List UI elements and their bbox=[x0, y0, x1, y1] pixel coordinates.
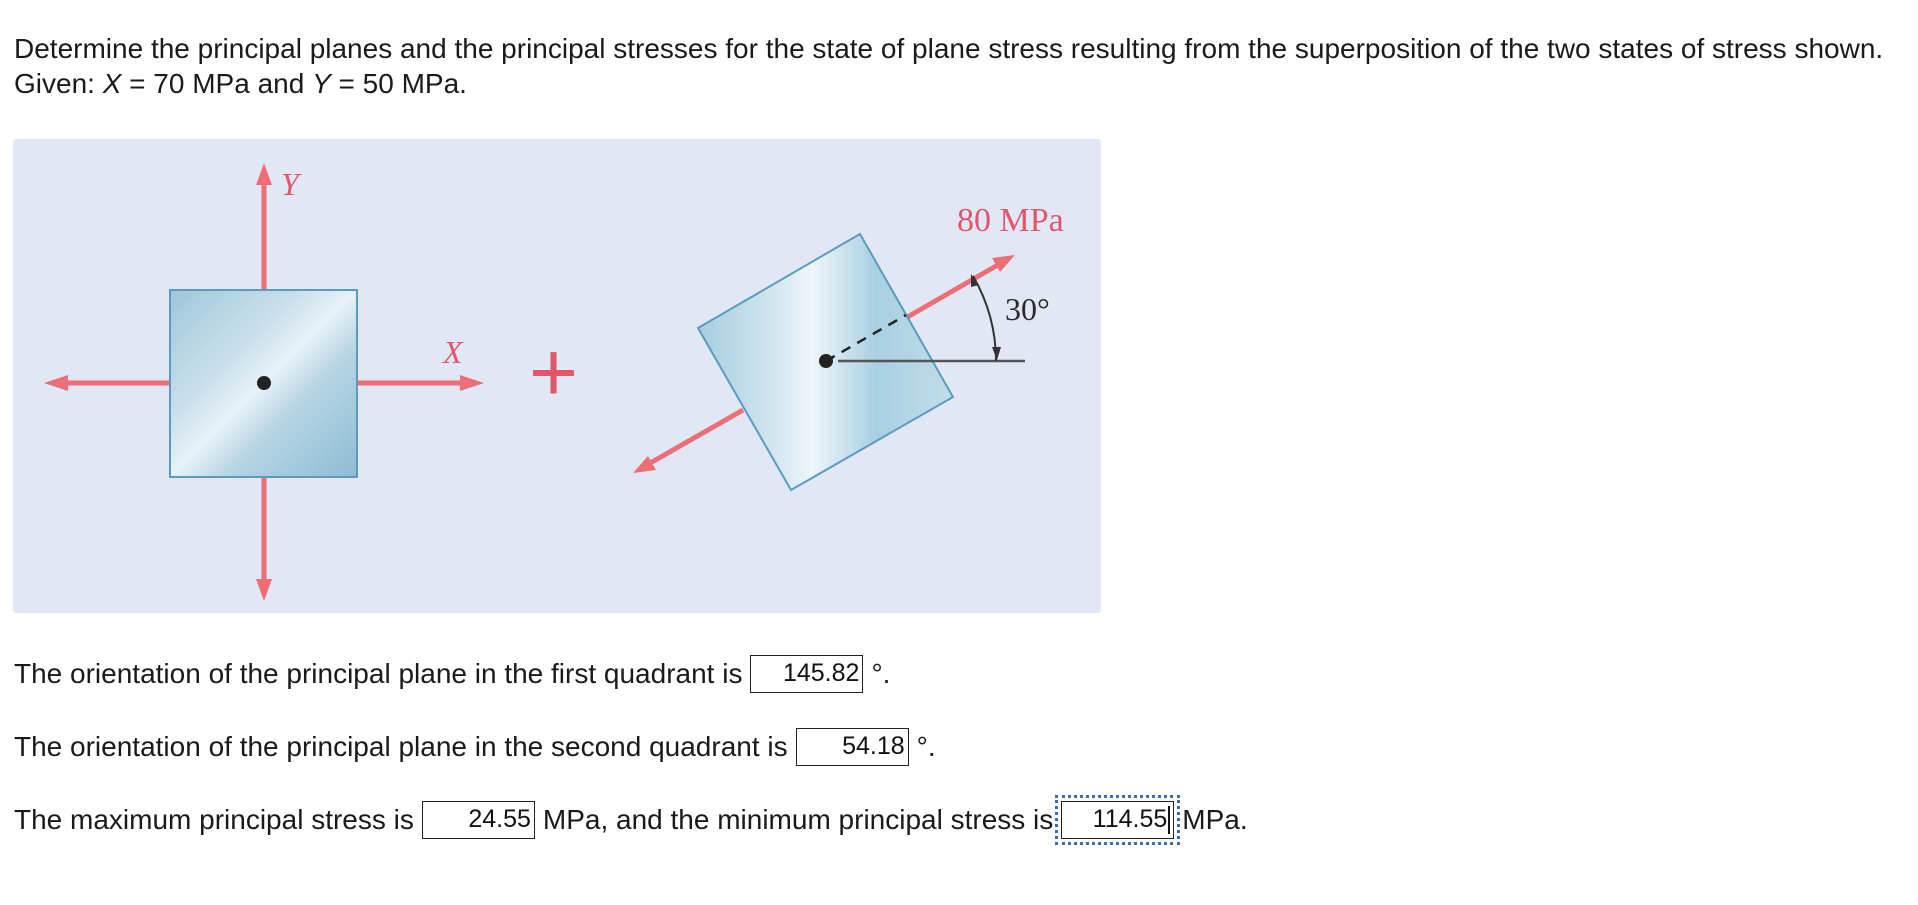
answer-prefix: The orientation of the principal plane in the second quadrant is bbox=[14, 731, 788, 762]
problem-text: Determine the principal planes and the principal stresses for the state of plane stress resulting from the superposition of the two states of stress shown. Given: bbox=[14, 33, 1884, 99]
label-x: X bbox=[443, 334, 463, 370]
plus-sign: + bbox=[529, 325, 579, 419]
problem-text-y-value: = 50 MPa. bbox=[330, 68, 467, 99]
label-30-degrees: 30° bbox=[1005, 291, 1050, 327]
answer-line-principal-stresses bbox=[14, 800, 1248, 840]
answer-middle-text: MPa, and the minimum principal stress is bbox=[542, 804, 1054, 835]
arrow-up-icon bbox=[256, 163, 272, 185]
label-80mpa: 80 MPa bbox=[957, 202, 1064, 239]
answer-input-min-stress[interactable] bbox=[1061, 801, 1174, 839]
mpa-unit: MPa. bbox=[1182, 804, 1248, 835]
answer-line-first-quadrant bbox=[14, 654, 890, 694]
arrow-left-icon bbox=[44, 375, 68, 391]
degree-unit: °. bbox=[916, 731, 936, 762]
arrow-downleft-icon bbox=[633, 456, 656, 473]
answer-line-second-quadrant bbox=[14, 727, 936, 767]
answer-prefix: The orientation of the principal plane in the first quadrant is bbox=[14, 658, 743, 689]
arc-arrowhead-down-icon bbox=[992, 347, 1001, 360]
arrow-upright-icon bbox=[992, 255, 1015, 272]
arrow-down-icon bbox=[256, 579, 272, 601]
center-point bbox=[257, 376, 271, 390]
answer-input-first-quadrant[interactable]: 145.82 bbox=[750, 655, 863, 693]
stress-diagram bbox=[13, 139, 1101, 613]
text-caret bbox=[1168, 806, 1170, 834]
arrow-right-icon bbox=[460, 375, 484, 391]
variable-x: X bbox=[102, 68, 122, 99]
answer-prefix: The maximum principal stress is bbox=[14, 804, 414, 835]
variable-y: Y bbox=[312, 68, 331, 99]
answer-input-second-quadrant[interactable]: 54.18 bbox=[796, 728, 909, 766]
rotated-center-point bbox=[819, 354, 833, 368]
problem-text-x-value: = 70 MPa and bbox=[121, 68, 313, 99]
min-stress-value: 114.55 bbox=[1092, 805, 1168, 833]
stress-figure bbox=[13, 139, 1101, 613]
label-y: Y bbox=[281, 166, 299, 202]
degree-unit: °. bbox=[871, 658, 891, 689]
answer-input-max-stress[interactable]: 24.55 bbox=[422, 801, 535, 839]
problem-statement bbox=[14, 31, 1904, 101]
